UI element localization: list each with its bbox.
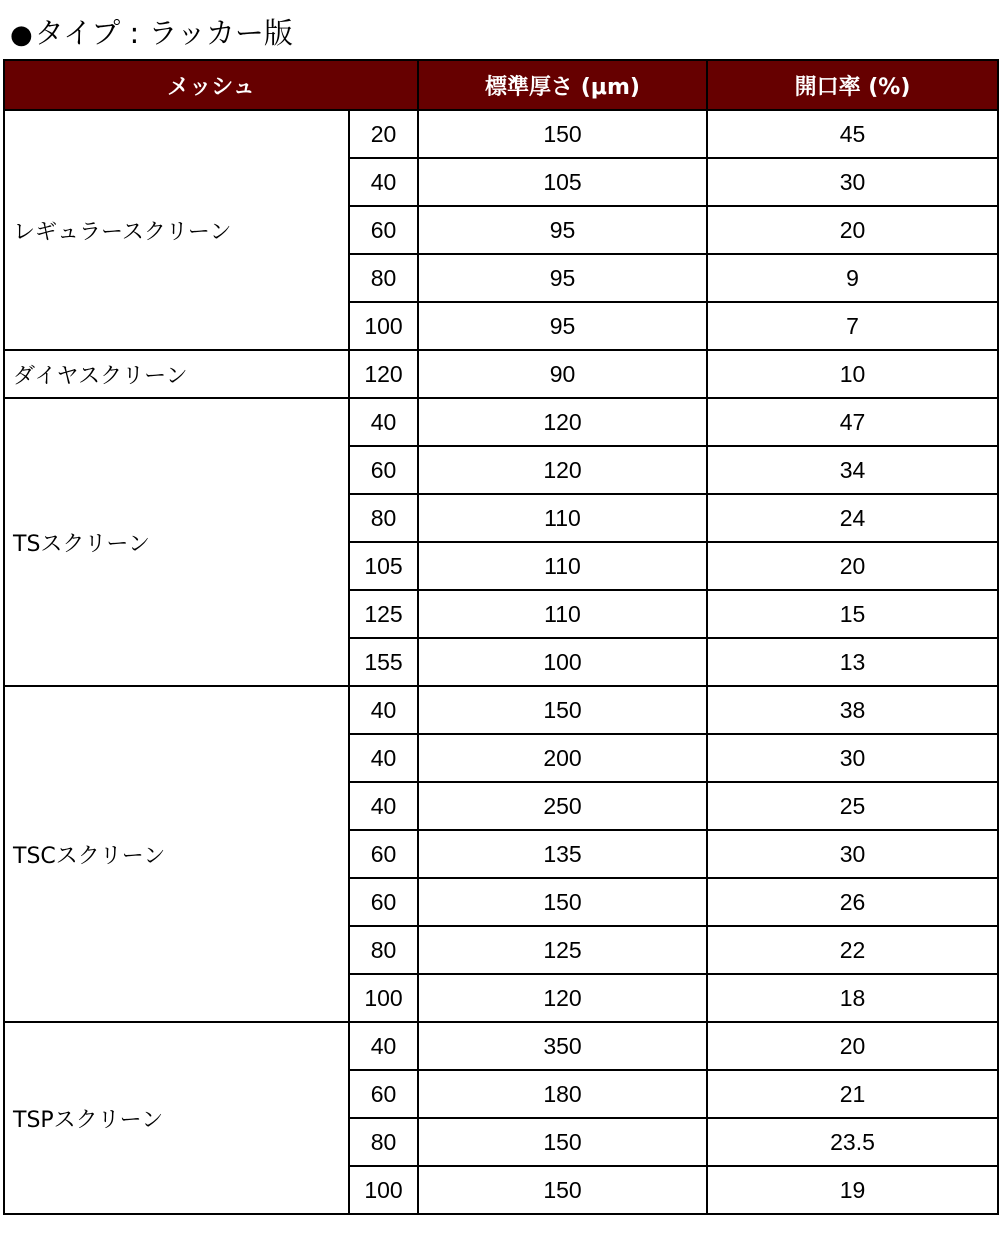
opening-ratio-cell: 22 <box>707 926 998 974</box>
opening-ratio-cell: 30 <box>707 158 998 206</box>
mesh-cell: 105 <box>349 542 418 590</box>
mesh-cell: 60 <box>349 878 418 926</box>
mesh-cell: 60 <box>349 206 418 254</box>
thickness-cell: 95 <box>418 254 707 302</box>
thickness-cell: 150 <box>418 878 707 926</box>
table-row <box>4 686 998 734</box>
opening-ratio-cell: 25 <box>707 782 998 830</box>
table-row <box>4 398 998 446</box>
mesh-cell: 125 <box>349 590 418 638</box>
mesh-cell: 60 <box>349 446 418 494</box>
thickness-cell: 150 <box>418 110 707 158</box>
mesh-cell: 80 <box>349 1118 418 1166</box>
thickness-cell: 105 <box>418 158 707 206</box>
mesh-cell: 40 <box>349 686 418 734</box>
mesh-cell: 100 <box>349 1166 418 1214</box>
page-title <box>10 12 293 54</box>
header-thickness: 標準厚さ (μm) <box>418 60 707 110</box>
opening-ratio-cell: 45 <box>707 110 998 158</box>
opening-ratio-cell: 21 <box>707 1070 998 1118</box>
opening-ratio-cell: 34 <box>707 446 998 494</box>
mesh-cell: 80 <box>349 494 418 542</box>
opening-ratio-cell: 18 <box>707 974 998 1022</box>
header-mesh: メッシュ <box>4 60 418 110</box>
opening-ratio-cell: 10 <box>707 350 998 398</box>
thickness-cell: 125 <box>418 926 707 974</box>
thickness-cell: 180 <box>418 1070 707 1118</box>
mesh-cell: 100 <box>349 302 418 350</box>
opening-ratio-cell: 15 <box>707 590 998 638</box>
mesh-cell: 20 <box>349 110 418 158</box>
opening-ratio-cell: 13 <box>707 638 998 686</box>
mesh-cell: 120 <box>349 350 418 398</box>
thickness-cell: 120 <box>418 398 707 446</box>
opening-ratio-cell: 30 <box>707 734 998 782</box>
opening-ratio-cell: 26 <box>707 878 998 926</box>
mesh-cell: 60 <box>349 1070 418 1118</box>
screen-type-cell: レギュラースクリーン <box>4 110 349 350</box>
page-title-text: タイプ : ラッカー版 <box>34 16 293 50</box>
mesh-cell: 40 <box>349 398 418 446</box>
thickness-cell: 150 <box>418 686 707 734</box>
spec-table <box>3 59 999 1215</box>
table-body <box>4 110 998 1214</box>
mesh-cell: 80 <box>349 926 418 974</box>
opening-ratio-cell: 30 <box>707 830 998 878</box>
mesh-cell: 40 <box>349 1022 418 1070</box>
thickness-cell: 250 <box>418 782 707 830</box>
table-row <box>4 350 998 398</box>
opening-ratio-cell: 9 <box>707 254 998 302</box>
mesh-cell: 60 <box>349 830 418 878</box>
thickness-cell: 110 <box>418 590 707 638</box>
header-opening-ratio: 開口率 (%) <box>707 60 998 110</box>
thickness-cell: 120 <box>418 446 707 494</box>
opening-ratio-cell: 38 <box>707 686 998 734</box>
mesh-cell: 40 <box>349 158 418 206</box>
mesh-cell: 100 <box>349 974 418 1022</box>
screen-type-cell: TSPスクリーン <box>4 1022 349 1214</box>
thickness-cell: 110 <box>418 494 707 542</box>
mesh-cell: 40 <box>349 782 418 830</box>
thickness-cell: 350 <box>418 1022 707 1070</box>
mesh-cell: 80 <box>349 254 418 302</box>
screen-type-cell: ダイヤスクリーン <box>4 350 349 398</box>
thickness-cell: 150 <box>418 1118 707 1166</box>
thickness-cell: 95 <box>418 302 707 350</box>
opening-ratio-cell: 7 <box>707 302 998 350</box>
screen-type-cell: TSスクリーン <box>4 398 349 686</box>
thickness-cell: 200 <box>418 734 707 782</box>
bullet-icon: ● <box>10 20 33 50</box>
thickness-cell: 95 <box>418 206 707 254</box>
opening-ratio-cell: 20 <box>707 206 998 254</box>
thickness-cell: 90 <box>418 350 707 398</box>
thickness-cell: 110 <box>418 542 707 590</box>
thickness-cell: 100 <box>418 638 707 686</box>
thickness-cell: 150 <box>418 1166 707 1214</box>
table-row <box>4 1022 998 1070</box>
table-row <box>4 110 998 158</box>
thickness-cell: 135 <box>418 830 707 878</box>
opening-ratio-cell: 23.5 <box>707 1118 998 1166</box>
opening-ratio-cell: 24 <box>707 494 998 542</box>
mesh-cell: 155 <box>349 638 418 686</box>
opening-ratio-cell: 20 <box>707 1022 998 1070</box>
opening-ratio-cell: 20 <box>707 542 998 590</box>
screen-type-cell: TSCスクリーン <box>4 686 349 1022</box>
thickness-cell: 120 <box>418 974 707 1022</box>
opening-ratio-cell: 47 <box>707 398 998 446</box>
opening-ratio-cell: 19 <box>707 1166 998 1214</box>
mesh-cell: 40 <box>349 734 418 782</box>
header-row <box>4 60 998 110</box>
